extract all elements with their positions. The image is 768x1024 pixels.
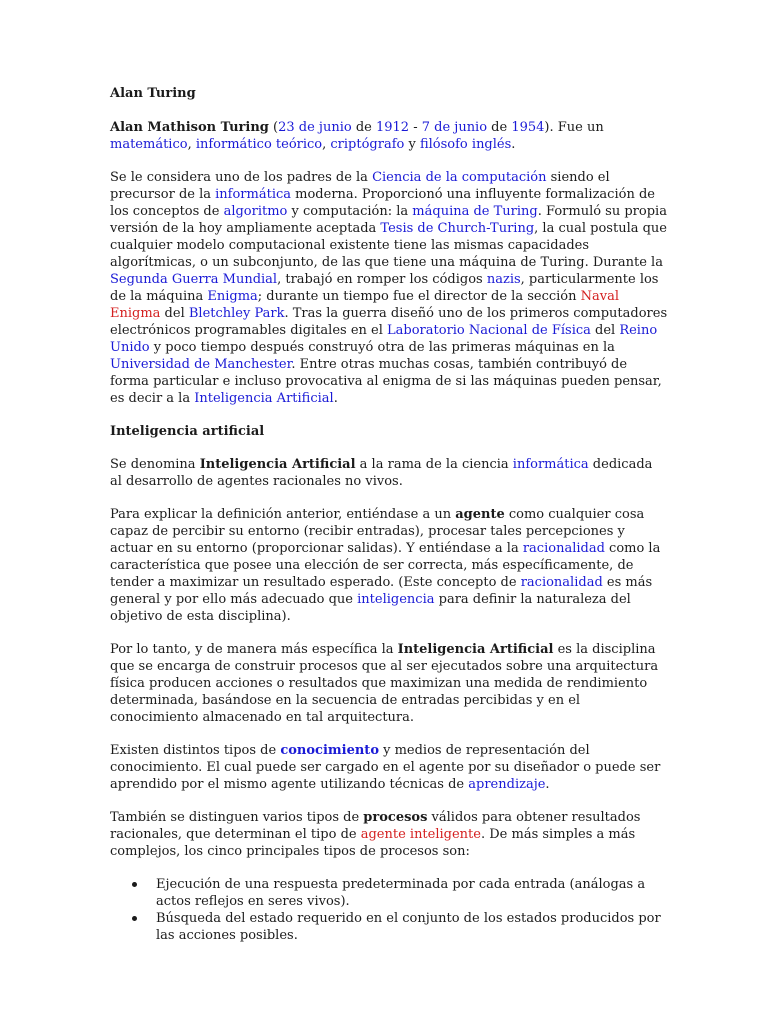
link-ciencia-de-la-computacion[interactable]: Ciencia de la computación: [372, 170, 547, 185]
link-filosofo[interactable]: filósofo: [419, 137, 468, 152]
text-run: Se le considera uno de los padres de la: [110, 170, 373, 185]
link-criptografo[interactable]: criptógrafo: [330, 137, 405, 152]
link-racionalidad[interactable]: racionalidad: [520, 575, 603, 590]
bold-term-alan-mathison-turing: Alan Mathison Turing: [110, 120, 269, 135]
list-item: [110, 876, 668, 910]
bold-term-procesos: procesos: [363, 810, 428, 825]
link-text: conocimiento: [280, 743, 379, 758]
text-run: dedicada al desarrollo de agentes racionales no vivos.: [110, 457, 653, 489]
text-run: de: [487, 120, 512, 135]
text-run: .: [545, 777, 550, 792]
link-informatico-teorico[interactable]: informático teórico: [195, 137, 323, 152]
link-informatica[interactable]: informática: [215, 187, 292, 202]
link-matematico[interactable]: matemático: [110, 137, 188, 152]
link-aprendizaje[interactable]: aprendizaje: [468, 777, 546, 792]
link-conocimiento[interactable]: [280, 743, 379, 758]
link-23-de-junio[interactable]: 23 de junio: [278, 120, 352, 135]
text-run: Por lo tanto, y de manera más específica la: [110, 642, 398, 657]
link-nazis[interactable]: nazis: [486, 272, 521, 287]
link-1954[interactable]: 1954: [511, 120, 545, 135]
ai-discipline-paragraph: [110, 641, 668, 726]
intro-paragraph: [110, 119, 668, 153]
text-run: del: [590, 323, 620, 338]
text-run: . Tras la guerra diseñó uno de los primeros computadores electrónicos programables digitales en el: [110, 306, 668, 338]
section-heading: Inteligencia artificial: [110, 424, 265, 439]
text-run: y medios de representación del conocimiento. El cual puede ser cargado en el agente por su diseñador o puede ser aprendido por el mismo agente utilizando técnicas de: [110, 743, 661, 792]
text-run: ; durante un tiempo fue el director de la sección: [257, 289, 581, 304]
text-run: válidos para obtener resultados racionales, que determinan el tipo de: [110, 810, 641, 842]
list-item: [110, 910, 668, 944]
process-types-list: [110, 876, 668, 944]
text-run: del: [160, 306, 189, 321]
link-1912[interactable]: 1912: [375, 120, 410, 135]
text-run: . De más simples a más complejos, los cinco principales tipos de procesos son:: [110, 827, 636, 859]
text-run: de: [351, 120, 376, 135]
link-laboratorio-nacional-de-fisica[interactable]: Laboratorio Nacional de Física: [387, 323, 591, 338]
text-run: Se denomina: [110, 457, 200, 472]
text-run: ). Fue un: [544, 120, 604, 135]
bold-term-agente: agente: [455, 507, 505, 522]
link-racionalidad[interactable]: racionalidad: [522, 541, 605, 556]
text-run: , la cual postula que cualquier modelo computacional existente tiene las mismas capacidades algorítmicas, o un subconjunto, de las que tiene una máquina de Turing. Durante la: [110, 221, 667, 270]
link-universidad-de-manchester[interactable]: Universidad de Manchester: [110, 357, 292, 372]
definition-paragraph: [110, 456, 668, 490]
text-run: Para explicar la definición anterior, entiéndase a un: [110, 507, 456, 522]
text-run: ,: [322, 137, 331, 152]
link-7-de-junio[interactable]: 7 de junio: [421, 120, 488, 135]
text-run: -: [409, 120, 422, 135]
text-run: . Entre otras muchas cosas, también contribuyó de forma particular e incluso provocativa al enigma de si las máquinas pueden pensar, es decir a la: [110, 357, 662, 406]
bullet-icon: [132, 882, 137, 887]
text-run: a la rama de la ciencia: [355, 457, 513, 472]
text-run: moderna. Proporcionó una influyente formalización de los conceptos de: [110, 187, 655, 219]
text-run: También se distinguen varios tipos de: [110, 810, 364, 825]
text-run: es la disciplina que se encarga de construir procesos que al ser ejecutados sobre una arquitectura física producen acciones o resultados que maximizan una medida de rendimiento determinada, basándose en la secuencia de entradas percibidas y en el conocimiento almacenado en tal arquitectura.: [110, 642, 659, 725]
text-run: como cualquier cosa capaz de percibir su entorno (recibir entradas), procesar tales percepciones y actuar en su entorno (proporcionar salidas). Y entiéndase a la: [110, 507, 645, 556]
list-item-text: Búsqueda del estado requerido en el conjunto de los estados producidos por las acciones posibles.: [156, 911, 661, 943]
link-naval-enigma[interactable]: Naval Enigma: [110, 289, 620, 321]
link-inteligencia-artificial[interactable]: Inteligencia Artificial: [194, 391, 334, 406]
link-segunda-guerra-mundial[interactable]: Segunda Guerra Mundial: [110, 272, 278, 287]
link-agente-inteligente[interactable]: agente inteligente: [360, 827, 481, 842]
link-ingles[interactable]: inglés: [471, 137, 512, 152]
bullet-icon: [132, 916, 137, 921]
list-item-text: Ejecución de una respuesta predeterminada por cada entrada (análogas a actos reflejos en seres vivos).: [156, 877, 646, 909]
link-enigma[interactable]: Enigma: [207, 289, 258, 304]
text-run: (: [268, 120, 279, 135]
text-run: y poco tiempo después construyó otra de las primeras máquinas en la: [149, 340, 615, 355]
document-title: Alan Turing: [110, 86, 196, 101]
processes-paragraph: [110, 809, 668, 860]
bold-term-inteligencia-artificial: Inteligencia Artificial: [199, 457, 356, 472]
link-reino-unido[interactable]: Reino Unido: [110, 323, 658, 355]
text-run: y: [404, 137, 420, 152]
text-run: , particularmente los de la máquina: [110, 272, 659, 304]
link-inteligencia[interactable]: inteligencia: [357, 592, 435, 607]
knowledge-paragraph: [110, 742, 668, 793]
text-run: para definir la naturaleza del objetivo de esta disciplina).: [110, 592, 631, 624]
link-informatica[interactable]: informática: [512, 457, 589, 472]
biography-paragraph: [110, 169, 668, 407]
text-run: .: [333, 391, 338, 406]
link-bletchley-park[interactable]: Bletchley Park: [188, 306, 285, 321]
agent-paragraph: [110, 506, 668, 625]
link-maquina-de-turing[interactable]: máquina de Turing: [412, 204, 538, 219]
text-run: Existen distintos tipos de: [110, 743, 281, 758]
bold-term-inteligencia-artificial: Inteligencia Artificial: [397, 642, 554, 657]
text-run: siendo el precursor de la: [110, 170, 610, 202]
text-run: , trabajó en romper los códigos: [277, 272, 487, 287]
text-run: es más general y por ello más adecuado que: [110, 575, 653, 607]
link-algoritmo[interactable]: algoritmo: [223, 204, 288, 219]
link-tesis-de-church-turing[interactable]: Tesis de Church-Turing: [380, 221, 535, 236]
text-run: y computación: la: [287, 204, 413, 219]
text-run: . Formuló su propia versión de la hoy ampliamente aceptada: [110, 204, 667, 236]
text-run: .: [511, 137, 516, 152]
text-run: como la característica que posee una elección de ser correcta, más específicamente, de tender a maximizar un resultado esperado. (Este concepto de: [110, 541, 661, 590]
text-run: ,: [187, 137, 196, 152]
